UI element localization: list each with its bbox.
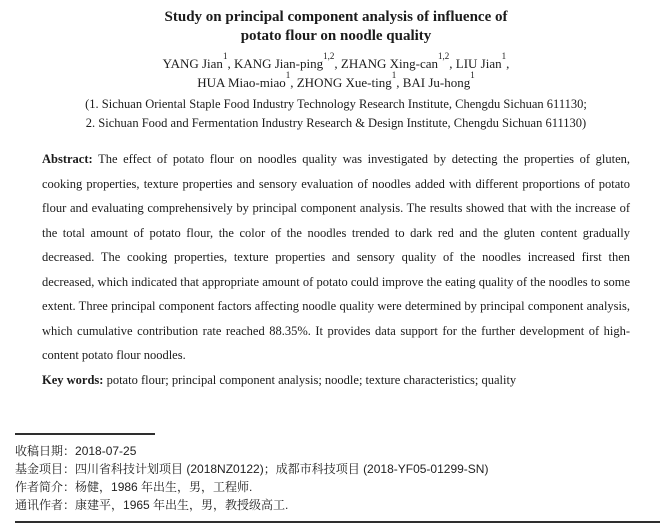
- affiliation-2: 2. Sichuan Food and Fermentation Industry Research & Design Institute, Chengdu Sichuan 611130): [85, 116, 587, 130]
- page-bottom-rule: [15, 521, 660, 523]
- paper-title: [42, 8, 630, 46]
- author-separator: ,: [227, 56, 234, 71]
- author-affil-sup: 1: [391, 69, 397, 80]
- affiliation-1: (1. Sichuan Oriental Staple Food Industry Technology Research Institute, Chengdu Sichuan 611130;: [85, 97, 587, 111]
- keywords-line: [42, 368, 630, 393]
- footnote-text: 杨健，1986 年出生，男，工程师.: [75, 480, 253, 494]
- title-line-2: potato flour on noodle quality: [240, 28, 432, 44]
- keywords-text: potato flour; principal component analysis; noodle; texture characteristics; quality: [103, 372, 517, 387]
- author-name: YANG Jian: [162, 56, 223, 71]
- keywords-label: Key words:: [42, 372, 104, 387]
- author-affil-sup: 1,2: [438, 50, 450, 61]
- footnote-text: 康建平，1965 年出生，男，教授级高工.: [75, 498, 289, 512]
- abstract-label: Abstract:: [42, 152, 93, 166]
- author-affil-sup: 1: [501, 50, 507, 61]
- footnote-block: [15, 433, 488, 514]
- title-line-1: Study on principal component analysis of influence of: [164, 9, 508, 25]
- author-name: ZHONG Xue-ting: [296, 75, 392, 90]
- footnote-text: 2018-07-25: [75, 444, 137, 458]
- author-separator: ,: [449, 56, 456, 71]
- footnote-label: 通讯作者：: [15, 498, 76, 512]
- authors-line-1: [42, 50, 630, 73]
- author-separator: ,: [506, 56, 510, 71]
- author-name: KANG Jian-ping: [233, 56, 324, 71]
- authors-line-2: [42, 69, 630, 92]
- affiliation-list: [42, 95, 630, 133]
- footnote-received-date: [15, 442, 488, 460]
- footnote-label: 基金项目：: [15, 462, 76, 476]
- author-separator: ,: [396, 75, 403, 90]
- footnote-author-bio: [15, 478, 488, 496]
- footnote-label: 作者简介：: [15, 480, 76, 494]
- author-name: ZHANG Xing-can: [340, 56, 438, 71]
- author-affil-sup: 1,2: [323, 50, 335, 61]
- author-name: HUA Miao-miao: [197, 75, 286, 90]
- author-list: [42, 50, 630, 92]
- footnote-text: 四川省科技计划项目 (2018NZ0122)；成都市科技项目 (2018-YF05-01299-SN): [75, 462, 489, 476]
- footnote-corresponding-author: [15, 496, 488, 514]
- author-affil-sup: 1: [285, 69, 291, 80]
- footnote-fund-project: [15, 460, 488, 478]
- author-separator: ,: [334, 56, 341, 71]
- footnote-label: 收稿日期：: [15, 444, 76, 458]
- author-affil-sup: 1: [222, 50, 228, 61]
- author-name: BAI Ju-hong: [402, 75, 471, 90]
- abstract-text: The effect of potato flour on noodles quality was investigated by detecting the properties of gluten, cooking properties, texture properties and sensory evaluation of noodles added with different proportions of potato flour and evaluating comprehensively by principal component analysis. The results showed that with the increase of the total amount of potato flour, the color of the noodles trended to dark red and the gluten content gradually decreased. The cooking properties, texture properties and sensory quality of the noodles increased first then decreased, which indicated that appropriate amount of potato could improve the eating quality of the noodles to some extent. Three principal component factors affecting noodle quality were determined by principal component analysis, which cumulative contribution rate reached 88.35%. It provides data support for the further development of high-content potato flour noodles.: [42, 152, 630, 362]
- abstract-paragraph: [42, 147, 630, 368]
- author-affil-sup: 1: [470, 69, 475, 80]
- footnote-divider-rule: [15, 433, 155, 435]
- author-separator: ,: [290, 75, 297, 90]
- author-name: LIU Jian: [455, 56, 502, 71]
